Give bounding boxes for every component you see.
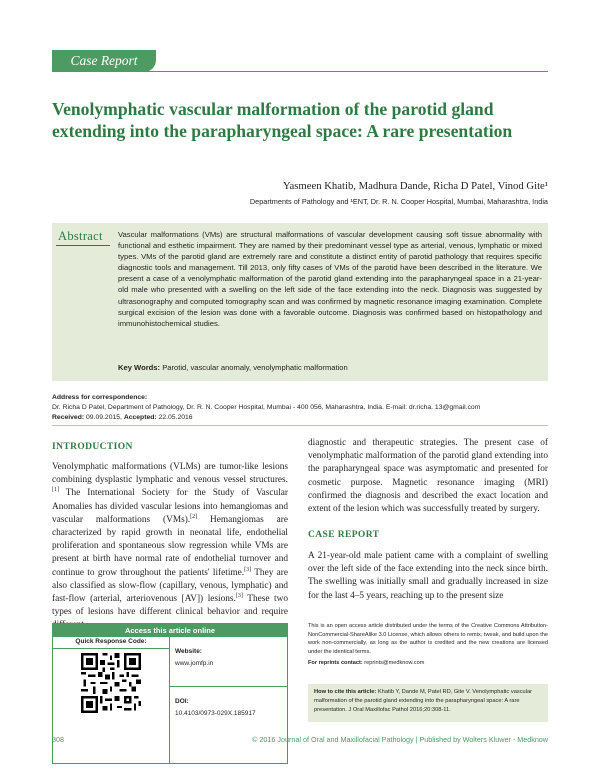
access-meta-divider: [169, 686, 287, 687]
article-title: Venolymphatic vascular malformation of the parotid gland extending into the parapharyngeal space: A rare presentation: [52, 99, 513, 141]
qr-label-divider: [53, 648, 169, 649]
doi-label: DOI:: [175, 698, 189, 705]
accepted-label: Accepted:: [123, 414, 157, 421]
website-link[interactable]: www.jomfp.in: [175, 660, 214, 667]
abstract-label: Abstract: [58, 229, 103, 243]
introduction-heading: INTRODUCTION: [52, 442, 133, 452]
abstract-box: [52, 223, 548, 381]
introduction-paragraph-1: Venolymphatic malformations (VLMs) are tumor-like lesions combining dysplastic lymphatic and venous vessel structures.[1] The International Society for the Study of Vascular Anomalies has divided vascular lesions into hemangiomas and vascular malformations (VMs).[2] Hemangiomas are characterized by rapid growth in neonatal life, endothelial proliferation and spontaneous slow regression while VMs are present at birth have normal rate of endothelial turnover and continue to grow throughout the patients' lifetime.[3] They are also classified as slow-flow (capillary, venous, lymphatic) and fast-flow (arterial, arteriovenous [AV]) lesions.[3] These two types of lesions have different clinical behavior and require: [52, 462, 288, 618]
website-label: Website:: [175, 648, 202, 655]
correspondence-block: [52, 393, 548, 423]
correspondence-rule: [52, 425, 548, 426]
citation-ref: [1]: [52, 487, 59, 494]
abstract-text: Vascular malformations (VMs) are structural malformations of vascular development causing soft tissue abnormality with functional and esthetic impairment. They are named by their predominant vessel type as arterial, venous, lymphatic or mixed types. VMs of the parotid gland are extremely rare and constitute a distinct entity of parotid pathology that requires specific diagnostic tools and management. Till 2013, only fifty cases of VMs of the parotid have been described in the literature. We present a case of a venolymphatic malformation of the parotid gland extending into the parapharyngeal space in a 21-year-old male who presented with a swelling on the left side of the face extending into the neck. Diagnosis was suggested by ultrasonography and computed tomography scan and was confirmed by magnetic resonance imaging examination. Complete surgical excision of the lesion was done with a favorable outcome. Diagnosis was confirmed based on histopathology and immunohistochemical studies.: [118, 230, 542, 328]
reprints-line: [308, 659, 548, 668]
citation-ref: [3]: [235, 592, 243, 599]
journal-footer: © 2016 Journal of Oral and Maxillofacial Pathology | Published by Wolters Kluwer - Medknow: [252, 735, 548, 744]
affiliation: Departments of Pathology and ¹ENT, Dr. R. N. Cooper Hospital, Mumbai, Maharashtra, India: [249, 197, 548, 206]
reprints-email[interactable]: reprints@medknow.com: [364, 660, 425, 667]
citation-ref: [3]: [244, 566, 252, 573]
qr-label: Quick Response Code:: [75, 638, 147, 645]
qr-code-icon[interactable]: [81, 653, 141, 713]
citation-text: How to cite this article: Khatib Y, Dande M, Patel RD, Gite V. Venolymphatic vascular malformation of the parotid gland extending into the parapharyngeal space: A rare presentation. J Oral Maxillofac Pathol 2016;20:308-11.: [314, 689, 533, 713]
citation-label: How to cite this article:: [314, 689, 377, 695]
correspondence-address: Dr. Richa D Patel, Department of Pathology, Dr. R. N. Cooper Hospital, Mumbai - 400 056, Maharashtra, India. E-mail: dr.richa. 13@gmail.com: [52, 404, 481, 411]
received-date: 09.09.2015,: [86, 414, 122, 421]
access-heading: Access this article online: [53, 624, 287, 637]
citation-box: [308, 684, 548, 722]
abstract-label-underline: [56, 245, 110, 246]
author-list: Yasmeen Khatib, Madhura Dande, Richa D Patel, Vinod Gite¹: [282, 180, 548, 192]
header-rule: [52, 71, 548, 72]
introduction-paragraph-2: diagnostic and therapeutic strategies. The present case of venolymphatic malformation of the parotid gland extending into the parapharyngeal space was asymptomatic and presented for cosmetic purpose. Magnetic resonance imaging (MRI) confirmed the diagnosis and described the exact location and extent of the lesion which was successfully treated by surgery.: [308, 438, 548, 515]
citation-ref: [2]: [190, 513, 198, 520]
case-report-heading: CASE REPORT: [308, 530, 380, 540]
doi-link[interactable]: 10.4103/0973-029X.185917: [175, 710, 256, 717]
keywords-label: Key Words:: [118, 363, 161, 372]
keywords-text: Parotid, vascular anomaly, venolymphatic malformation: [162, 363, 348, 372]
case-report-paragraph: A 21-year-old male patient came with a complaint of swelling over the left side of the face extending into the neck since birth. The swelling was initially small and gradually increased in size for the last 4–5 years, reaching up to the present size: [308, 551, 548, 601]
correspondence-heading: Address for correspondence:: [52, 394, 148, 401]
article-type-badge: Case Report: [52, 50, 156, 72]
page-number: 308: [52, 735, 64, 744]
received-label: Received:: [52, 414, 85, 421]
license-notice: [308, 622, 548, 668]
license-text: This is an open access article distributed under the terms of the Creative Commons Attribution-NonCommercial-ShareAlike 3.0 License, which allows others to remix, tweak, and build upon the work non-commercially, as long as the author is credited and the new creations are licensed under the identical terms.: [308, 623, 548, 655]
dates-line: [52, 413, 548, 423]
access-vertical-divider: [169, 637, 170, 763]
accepted-date: 22.05.2016: [158, 414, 193, 421]
keywords: [118, 363, 348, 372]
reprints-label: For reprints contact:: [308, 660, 363, 667]
